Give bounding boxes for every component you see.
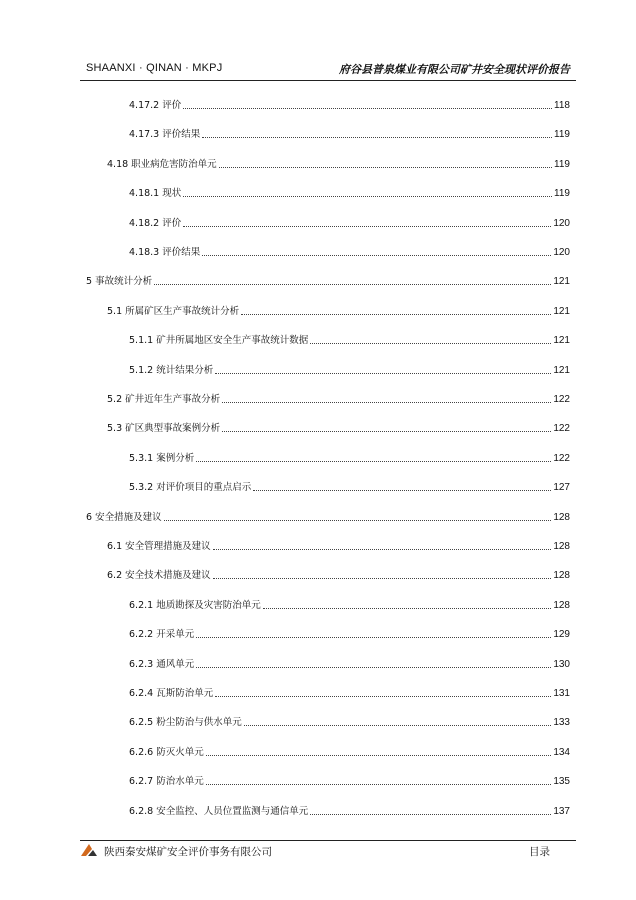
toc-dot-leader xyxy=(164,520,552,521)
toc-entry-page-number: 122 xyxy=(553,452,570,464)
toc-dot-leader xyxy=(222,431,551,432)
toc-entry-label: 4.18.2 评价 xyxy=(129,217,182,229)
toc-entry-label: 5.1 所属矿区生产事故统计分析 xyxy=(107,305,240,317)
toc-dot-leader xyxy=(154,284,551,285)
toc-entry-label: 6.2.7 防治水单元 xyxy=(129,776,204,788)
toc-dot-leader xyxy=(183,108,552,109)
toc-entry[interactable] xyxy=(129,805,570,819)
toc-entry[interactable] xyxy=(129,599,570,613)
toc-entry-label: 6.2.1 地质勘探及灾害防治单元 xyxy=(129,599,261,611)
toc-entry-label: 6.2.8 安全监控、人员位置监测与通信单元 xyxy=(129,805,309,817)
toc-entry-page-number: 119 xyxy=(554,158,570,170)
toc-dot-leader xyxy=(215,696,551,697)
toc-entry-label: 6.2.3 通风单元 xyxy=(129,658,195,670)
toc-dot-leader xyxy=(215,373,551,374)
toc-entry-page-number: 122 xyxy=(553,423,570,435)
toc-entry[interactable] xyxy=(129,452,570,466)
toc-entry[interactable] xyxy=(86,511,570,525)
toc-entry-label: 6.2.6 防灭火单元 xyxy=(129,746,204,758)
toc-entry[interactable] xyxy=(107,422,570,436)
company-logo-icon xyxy=(80,843,98,857)
toc-entry-page-number: 128 xyxy=(553,599,570,611)
toc-entry-page-number: 131 xyxy=(553,688,570,699)
toc-entry-label: 6.2.5 粉尘防治与供水单元 xyxy=(129,717,242,729)
toc-dot-leader xyxy=(196,637,551,638)
toc-dot-leader xyxy=(206,784,552,785)
toc-entry[interactable] xyxy=(107,305,570,319)
toc-dot-leader xyxy=(213,549,552,550)
toc-entry[interactable] xyxy=(129,716,570,730)
toc-dot-leader xyxy=(310,343,551,344)
toc-dot-leader xyxy=(213,578,552,579)
toc-entry-label: 6.2.2 开采单元 xyxy=(129,629,195,641)
toc-entry-label: 6.2.4 瓦斯防治单元 xyxy=(129,688,214,699)
toc-entry-label: 6.1 安全管理措施及建议 xyxy=(107,541,211,552)
header-left-text: SHAANXI · QINAN · MKPJ xyxy=(86,62,223,74)
toc-entry[interactable] xyxy=(107,158,570,172)
toc-entry[interactable] xyxy=(107,540,570,554)
toc-entry-label: 5.1.2 统计结果分析 xyxy=(129,364,214,376)
toc-entry-page-number: 118 xyxy=(554,100,570,111)
toc-entry[interactable] xyxy=(107,393,570,407)
toc-dot-leader xyxy=(219,167,552,168)
toc-entry[interactable] xyxy=(129,628,570,642)
toc-entry-page-number: 119 xyxy=(554,129,570,141)
toc-entry-page-number: 121 xyxy=(553,276,570,288)
toc-entry-page-number: 128 xyxy=(553,541,570,552)
toc-entry[interactable] xyxy=(129,334,570,348)
toc-entry[interactable] xyxy=(129,364,570,378)
toc-entry-page-number: 119 xyxy=(554,188,570,200)
toc-entry-page-number: 120 xyxy=(553,247,570,258)
toc-entry-page-number: 121 xyxy=(553,335,570,347)
toc-entry-label: 5.2 矿井近年生产事故分析 xyxy=(107,394,221,405)
toc-dot-leader xyxy=(202,255,551,256)
toc-entry-page-number: 120 xyxy=(553,217,570,229)
toc-entry-label: 5.3 矿区典型事故案例分析 xyxy=(107,423,221,435)
toc-entry-label: 4.17.2 评价 xyxy=(129,100,182,111)
toc-dot-leader xyxy=(253,490,551,491)
toc-dot-leader xyxy=(241,314,551,315)
toc-entry-label: 5.3.2 对评价项目的重点启示 xyxy=(129,482,252,494)
toc-dot-leader xyxy=(183,196,552,197)
toc-entry-label: 4.17.3 评价结果 xyxy=(129,129,201,141)
toc-entry-label: 6 安全措施及建议 xyxy=(86,511,162,523)
toc-dot-leader xyxy=(244,725,552,726)
toc-entry-label: 5 事故统计分析 xyxy=(86,276,153,288)
toc-dot-leader xyxy=(196,461,551,462)
toc-entry-page-number: 122 xyxy=(553,394,570,405)
toc-entry[interactable] xyxy=(129,187,570,201)
toc-entry[interactable] xyxy=(129,128,570,142)
toc-entry[interactable] xyxy=(129,217,570,231)
toc-entry[interactable] xyxy=(107,569,570,583)
toc-entry[interactable] xyxy=(129,99,570,113)
toc-entry[interactable] xyxy=(86,275,570,289)
toc-entry-page-number: 121 xyxy=(553,364,570,376)
toc-dot-leader xyxy=(222,402,551,403)
toc-entry-label: 5.3.1 案例分析 xyxy=(129,452,195,464)
footer-section-label: 目录 xyxy=(529,846,550,858)
toc-entry-label: 4.18 职业病危害防治单元 xyxy=(107,158,217,170)
toc-entry[interactable] xyxy=(129,746,570,760)
toc-dot-leader xyxy=(202,137,552,138)
toc-entry-page-number: 135 xyxy=(553,776,570,788)
toc-dot-leader xyxy=(310,814,551,815)
header-report-title: 府谷县普泉煤业有限公司矿井安全现状评价报告 xyxy=(339,63,570,76)
toc-entry-page-number: 121 xyxy=(553,305,570,317)
toc-entry-page-number: 129 xyxy=(553,629,570,641)
toc-entry-label: 5.1.1 矿井所属地区安全生产事故统计数据 xyxy=(129,335,309,347)
toc-entry-label: 4.18.3 评价结果 xyxy=(129,247,201,258)
toc-entry-page-number: 130 xyxy=(553,658,570,670)
toc-entry-page-number: 133 xyxy=(553,717,570,729)
toc-entry-page-number: 127 xyxy=(553,482,570,494)
toc-entry-label: 6.2 安全技术措施及建议 xyxy=(107,570,211,582)
toc-dot-leader xyxy=(206,755,552,756)
toc-dot-leader xyxy=(183,226,551,227)
toc-entry-page-number: 137 xyxy=(553,805,570,817)
toc-entry[interactable] xyxy=(129,246,570,260)
toc-entry[interactable] xyxy=(129,658,570,672)
toc-entry[interactable] xyxy=(129,687,570,701)
footer-divider xyxy=(80,840,576,841)
footer-company-name: 陕西秦安煤矿安全评价事务有限公司 xyxy=(104,846,272,858)
toc-dot-leader xyxy=(196,667,551,668)
toc-dot-leader xyxy=(263,608,552,609)
toc-entry-page-number: 128 xyxy=(553,511,570,523)
toc-entry[interactable] xyxy=(129,481,570,495)
toc-entry-label: 4.18.1 现状 xyxy=(129,188,182,200)
toc-entry-page-number: 128 xyxy=(553,570,570,582)
toc-entry-page-number: 134 xyxy=(553,746,570,758)
toc-entry[interactable] xyxy=(129,775,570,789)
